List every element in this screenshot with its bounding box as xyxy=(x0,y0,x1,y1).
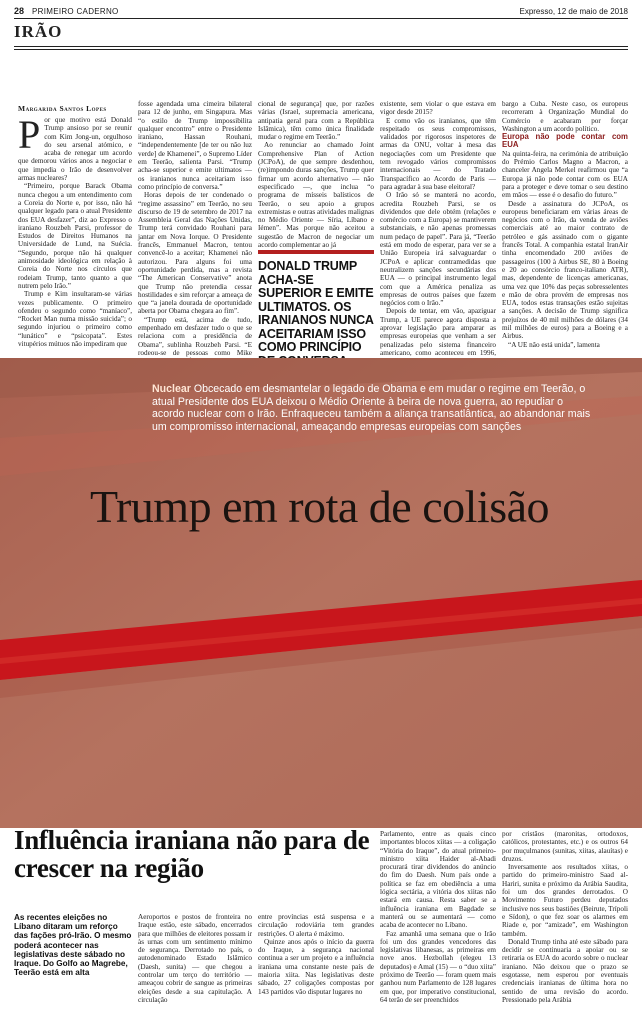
pull-quote-bar xyxy=(258,250,374,254)
paragraph: E como vão os iranianos, que têm respeitado os seus compromissos, validados por rigorosos inspetores de armas da ONU, voltar à mesa das negociações com um Presidente que tem revogado vários compromissos internacionais — do Tratado Transpacífico ao Acordo de Paris — para agradar à sua base eleitoral? xyxy=(380,116,496,191)
photo-kicker xyxy=(152,383,592,433)
article1-column-4 xyxy=(380,100,496,356)
paragraph: Parlamento, entre as quais cinco importantes blocos xiitas — a coligação “Vitória do Iraque”, do atual primeiro-ministro xiita Haider al-Abadi procurará tirar dividendos do anúncio do fim do Daesh. Num país onde a política se faz em obediência a uma lógica sectária, a vitória dos xiitas não estará em causa. Resta saber se a influência iraniana em Bagdade se manterá ou se aumentará — como acaba de acontecer no Líbano. xyxy=(380,830,496,930)
section-rule-2 xyxy=(14,49,628,50)
paragraph: entre províncias está suspensa e a circulação rodoviária tem grandes restrições. O alerta é máximo. xyxy=(258,913,374,938)
paragraph: Na quinta-feira, na cerimónia de atribuição do Prémio Carlos Magno a Macron, a chanceler Angela Merkel reafirmou que “a Europa já não pode contar com os EUA para a proteger e deve tomar o seu destino em mãos — esse é o desafio do futuro.” xyxy=(502,149,628,200)
paragraph: bargo a Cuba. Neste caso, os europeus recorreram à Organização Mundial do Comércio e acabaram por forçar Washington a um acordo político. xyxy=(502,100,628,133)
issue-date: Expresso, 12 de maio de 2018 xyxy=(519,7,628,16)
drop-cap: P xyxy=(18,112,41,157)
article2-column-4 xyxy=(380,830,496,1021)
paragraph: cional de segurança] que, por razões várias (Israel, supremacia americana, antipatia geral para com a República Islâmica), têm como única finalidade mudar o regime em Teerão.” xyxy=(258,100,374,142)
kicker-label: Nuclear xyxy=(152,383,191,395)
article1-column-3 xyxy=(258,100,374,250)
paragraph: existente, sem violar o que estava em vigor desde 2015? xyxy=(380,100,496,117)
paragraph: por cristãos (maronitas, ortodoxos, católicos, protestantes, etc.) e os outros 64 por muçulmanos (sunitas, xiitas, alauítas) e druzos. xyxy=(502,830,628,863)
article1-column-5 xyxy=(502,100,628,356)
article2-headline: Influência iraniana não para de crescer na região xyxy=(14,825,370,883)
paragraph: Trump e Kim insultaram-se várias vezes publicamente. O primeiro ofendeu o segundo como “maníaco”, “Rocket Man numa missão suicida”; o segundo injuriou o primeiro como “lunático” e “psicopata”. Estes vitupérios mútuos não impediram que xyxy=(18,290,132,349)
paragraph: O Irão só se manterá no acordo, acredita Rouzbeh Parsi, se os dividendos que dele obtém (relações e comércio com a Europa) se mantiverem substanciais, e não apenas promessas num pedaço de papel”. Para já, “Teerão está em modo de esperar, para ver se a União Europeia irá salvaguardar o JCPoA e aplicar contramedidas que neutralizem sanções secundárias dos EUA — o principal instrumento legal com que a América penaliza as empresas de outros países que fazem negócios com o Irão.” xyxy=(380,191,496,308)
paragraph: Donald Trump tinha até este sábado para decidir se continuaria a apoiar ou se retiraria os EUA do acordo sobre o nuclear iraniano. Não deixou que o prazo se esgotasse, nem esperou por eventuais credenciais iranianas de última hora no sentido de uma revisão do acordo. Pressionado pela Arábia xyxy=(502,937,628,1004)
paragraph: Horas depois de ter condenado o “regime assassino” em Teerão, no seu discurso de 19 de setembro de 2017 na Assembleia Geral das Nações Unidas, Trump terá convidado Rouhani para jantar em Nova Iorque. O Presidente francês, Emmanuel Macron, tentou convencê-lo a aceitar; Khamenei não autorizou. Para alguns foi uma oportunidade perdida, mas a revista “The American Conservative” anota que Trump não pretendia cessar hostilidades e sim reforçar a ameaça de que “a janela dourada de oportunidade aberta por Obama chegara ao fim”. xyxy=(138,191,252,316)
paragraph: Quinze anos após o início da guerra do Iraque, a segurança nacional continua a ser um projeto e a influência iraniana uma constante neste país de maioria xiita. Nas legislativas deste sábado, 27 coligações compostas por 143 partidos vão disputar lugares no xyxy=(258,937,374,996)
paragraph: “Trump está, acima de tudo, empenhado em desfazer tudo o que se relaciona com a presidência de Obama”, sublinha Rouzbeh Parsi. “E rodeou-se de pessoas como Mike xyxy=(138,315,252,357)
kicker-text: Obcecado em desmantelar o legado de Obama e em mudar o regime em Teerão, o atual Presidente dos EUA deixou o Médio Oriente à beira de nova guerra, ao repudiar o acordo nuclear com o Irão. Enfraqueceu também a aliança transatlântica, ao abandonar mais um compromisso internacional, ameaçando empresas europeias com sanções xyxy=(152,383,591,433)
page-number: 28 xyxy=(14,6,25,16)
paragraph: “Primeiro, porque Barack Obama nunca chegou a um entendimento com a Coreia do Norte e, por isso, não há qualquer legado para o atual Presidente dos EUA desfazer”, diz ao Expresso o iraniano Rouzbeh Parsi, professor de Estudos de Direitos Humanos na Universidade de Lund, na Suécia. “Segundo, porque não há qualquer animosidade ideológica em relação à Coreia do Norte nos círculos que rodeiam Trump, tanto quanto a que nutrem pelo Irão.” xyxy=(18,182,132,290)
article2-column-3 xyxy=(258,913,374,1021)
paragraph: “A UE não está unida”, lamenta xyxy=(508,340,600,349)
paragraph: Faz amanhã uma semana que o Irão foi um dos grandes vencedores das legislativas libanesas, as primeiras em nove anos. Hezbollah (elegeu 13 deputados) e Amal (15) — o “duo xiita” próximo de Teerão — foram quem mais ganhou num Parlamento de 128 lugares em que, por imperativo constitucional, 64 terão de ser preenchidos xyxy=(380,929,496,1004)
paragraph: Desde a assinatura do JCPoA, os europeus beneficiaram em várias áreas de negócios com o Irão, da venda de aviões comerciais até ao maior contrato de petróleo e gás assinado com o gigante francês Total. A companhia estatal IranAir tinha encomendado 200 aviões de passageiros (100 à Airbus SE, 80 à Boeing e 20 ao consórcio franco-italiano ATR), mas, dependente de licenças americanas, uma vez que 10% das peças sobresselentes e mão de obra provém de empresas nos EUA, todos estas transações estão sujeitas a sanções. A decisão de Trump significa prejuízos de 40 mil milhões de dólares (34 mil milhões de euros) para a Boeing e a Airbus. xyxy=(502,199,628,341)
paragraph: or que motivo está Donald Trump ansioso por se reunir com Kim Jong-un, orgulhoso do seu arsenal atómico, e acaba de renegar um acordo que demorou vários anos a negociar e que impedia o Irão de desenvolver armas nucleares? xyxy=(18,116,132,183)
byline: Margarida Santos Lopes xyxy=(18,104,107,113)
article2-lead: As recentes eleições no Líbano ditaram um reforço das fações pró-Irão. O mesmo poderá acontecer nas legislativas deste sábado no Iraque. Do Golfo ao Magrebe, Teerão está em alta xyxy=(14,913,132,978)
section-rule xyxy=(14,46,628,47)
subheading: Europa não pode contar com EUA xyxy=(502,132,628,150)
pull-quote-text: DONALD TRUMP ACHA-SE SUPERIOR E EMITE ULTIMATOS. OS IRANIANOS NUNCA ACEITARIAM ISSO COMO PRINCÍPIO xyxy=(258,259,374,354)
article2-column-5 xyxy=(502,830,628,1021)
paragraph: Depois de tentar, em vão, apaziguar Trump, a UE parece agora disposta a aprovar legislação para amparar as empresas europeias que venham a ser penalizadas pelo sistema financeiro americano, como aconteceu em 1996, xyxy=(380,307,496,357)
pull-quote xyxy=(258,250,374,354)
header-rule xyxy=(14,18,628,19)
paragraph: fosse agendada uma cimeira bilateral para 12 de junho, em Singapura. Mas “o estilo de Trump impossibilita qualquer encontro” entre o Presidente iraniano, Hassan Rouhani, “independentemente [de ter ou não luz verde] de Khamenei”, o Supremo Líder em Teerão, salienta Parsi. “Trump acha-se superior e emite ultimatos — os iranianos nunca aceitariam isso como princípio de conversa.” xyxy=(138,100,252,191)
paragraph: Ao renunciar ao chamado Joint Comprehensive Plan of Action (JCPoA), de que sempre desdenhou, (re)impondo duras sanções, Trump quer firmar um acordo alternativo — não especificado —, que inclua “o programa de mísseis balísticos de Teerão, o seu apoio a grupos extremistas e outras atividades malignas no Médio Oriente — Síria, Líbano e Iémen”. Mas porque não aceitou a sugestão de Macron de negociar um acordo complementar ao já xyxy=(258,141,374,250)
article1-column-2 xyxy=(138,100,252,356)
section-label: PRIMEIRO CADERNO xyxy=(32,7,119,16)
article1-column-1 xyxy=(18,112,132,356)
paragraph: Aeroportos e postos de fronteira no Iraque estão, este sábado, encerrados para que milhões de eleitores possam ir às urnas com um sentimento mínimo de segurança. Derrotado no país, o autodenominado Estado Islâmico (Daesh, sunita) — que chegou a controlar um terço do território — ameaçou cobrir de sangue as primeiras eleições desde a sua capitulação. A circulação xyxy=(138,913,252,1004)
section-title: IRÃO xyxy=(14,22,63,41)
paragraph: Inversamente aos resultados xiitas, o partido do primeiro-ministro Saad al-Hariri, sunita e próximo da Arábia Saudita, foi um dos grandes derrotados. O Movimento Futuro perdeu deputados inclusive nos seus bastiões (Beirute, Trípoli e Sídon), o que fez soar os alarmes em Riade e, por “amizade”, em Washington também. xyxy=(502,863,628,938)
main-headline: Trump em rota de colisão xyxy=(90,481,550,532)
article2-column-2 xyxy=(138,913,252,1021)
